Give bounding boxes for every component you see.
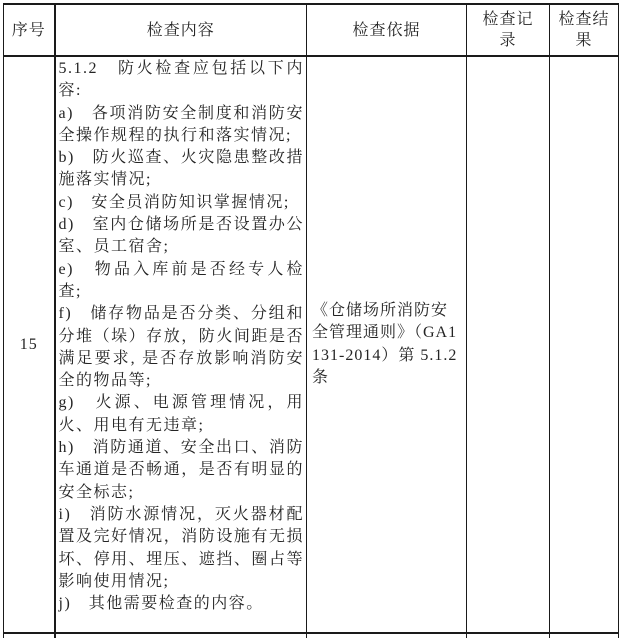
table-row-15 bbox=[4, 56, 619, 633]
partial-result-cell bbox=[550, 633, 619, 638]
inspection-result-cell bbox=[550, 56, 619, 633]
checklist-item-j: j) 其他需要检查的内容。 bbox=[58, 595, 264, 613]
checklist-item-b: b) 防火巡查、火灾隐患整改措施落实情况; bbox=[58, 149, 304, 189]
partial-content-cell bbox=[55, 633, 307, 638]
inspection-record-cell bbox=[467, 56, 550, 633]
column-header-basis: 检查依据 bbox=[307, 4, 467, 56]
checklist-item-e: e) 物品入库前是否经专人检查; bbox=[58, 260, 304, 300]
serial-number-cell: 15 bbox=[4, 56, 55, 633]
partial-serial-cell bbox=[4, 633, 55, 638]
checklist-item-g: g) 火源、电源管理情况，用火、用电有无违章; bbox=[58, 394, 304, 434]
checklist-intro: 5.1.2 防火检查应包括以下内容: bbox=[58, 60, 304, 100]
checklist-item-d: d) 室内仓储场所是否设置办公室、员工宿舍; bbox=[58, 216, 304, 256]
checklist-item-a: a) 各项消防安全制度和消防安全操作规程的执行和落实情况; bbox=[58, 104, 304, 144]
column-header-result: 检查结果 bbox=[550, 4, 619, 56]
column-header-record: 检查记录 bbox=[467, 4, 550, 56]
checklist-item-f: f) 储存物品是否分类、分组和分堆（垛）存放，防火间距是否满足要求, 是否存放影响消防安全的物品等; bbox=[58, 305, 304, 390]
column-header-serial: 序号 bbox=[4, 4, 55, 56]
checklist-item-i: i) 消防水源情况，灭火器材配置及完好情况，消防设施有无损坏、停用、埋压、遮挡、圈占等影响使用情况; bbox=[58, 505, 304, 590]
table-row-next-partial bbox=[4, 633, 619, 638]
partial-record-cell bbox=[467, 633, 550, 638]
inspection-content-cell bbox=[55, 56, 307, 633]
table-header-row bbox=[4, 4, 619, 56]
partial-basis-cell bbox=[307, 633, 467, 638]
checklist-item-c: c) 安全员消防知识掌握情况; bbox=[58, 193, 290, 211]
column-header-content: 检查内容 bbox=[55, 4, 307, 56]
checklist-item-h: h) 消防通道、安全出口、消防车通道是否畅通，是否有明显的安全标志; bbox=[58, 439, 304, 501]
inspection-basis-cell: 《仓储场所消防安全管理通则》（GA1131-2014）第 5.1.2 条 bbox=[307, 56, 467, 633]
fire-inspection-table bbox=[3, 3, 619, 638]
